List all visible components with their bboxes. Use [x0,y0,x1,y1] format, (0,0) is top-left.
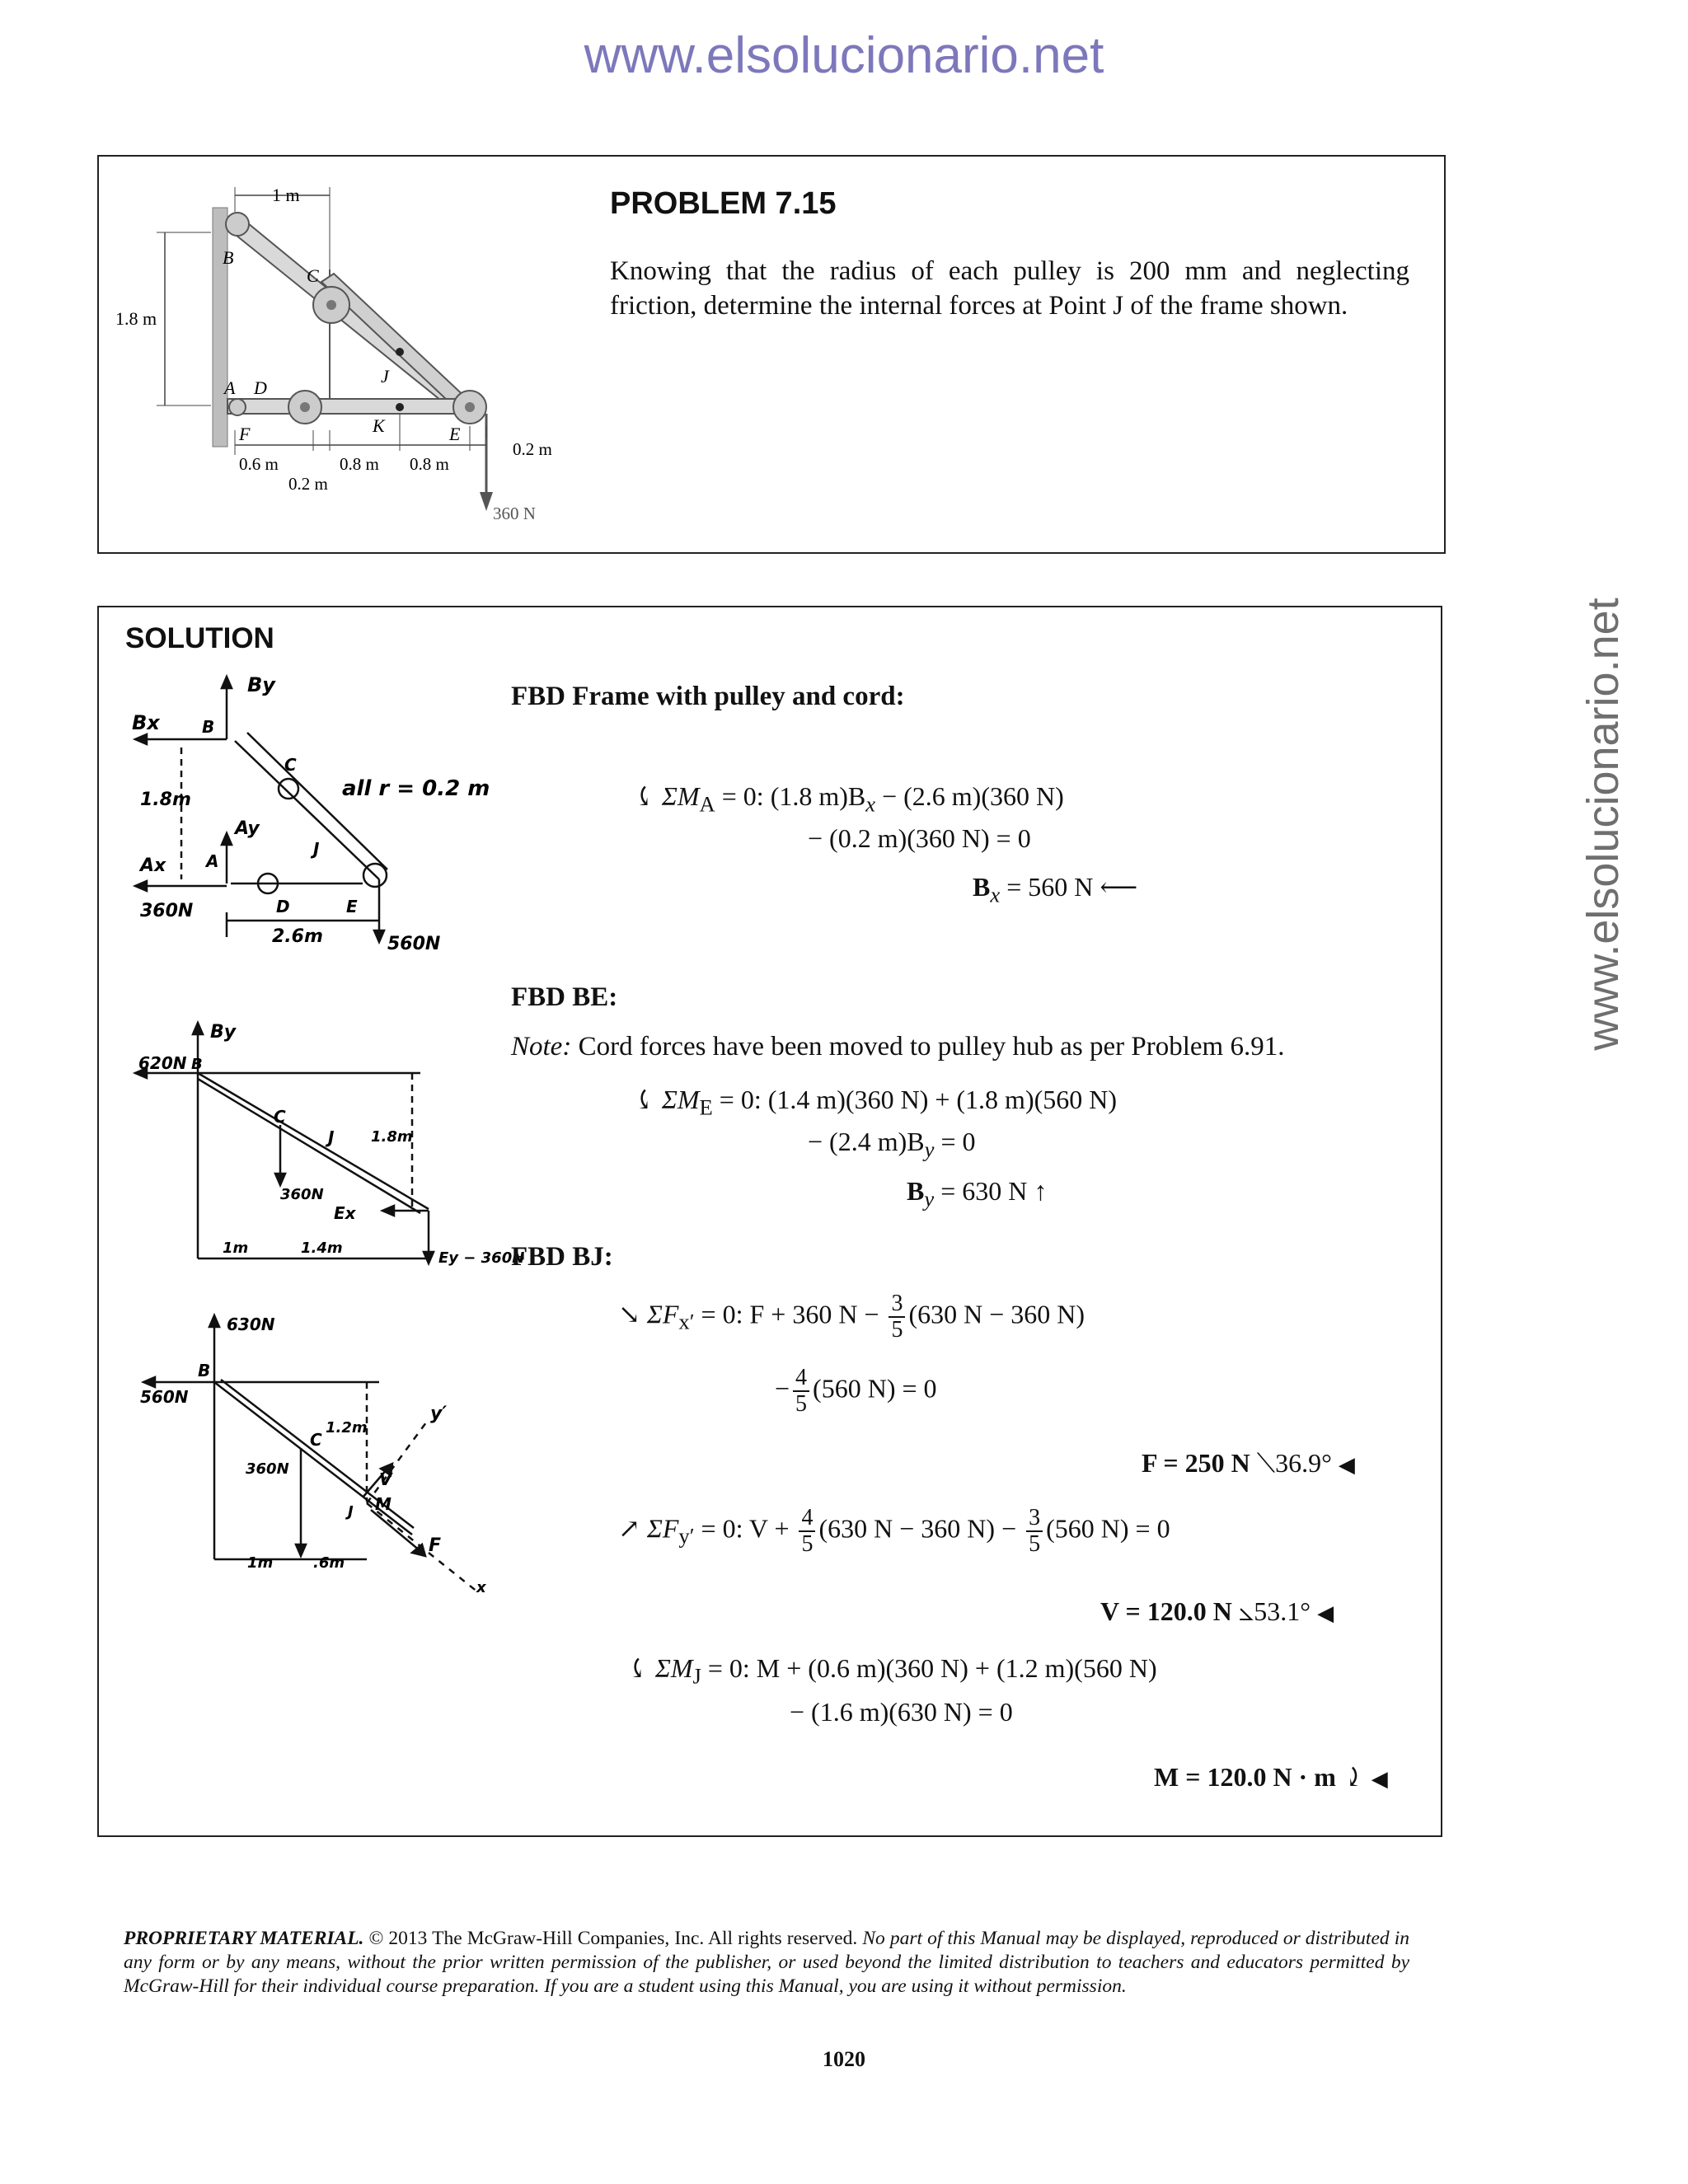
s2-Ex: Ex [334,1203,356,1223]
solution-title: SOLUTION [125,622,274,654]
s3-h: 1.2m [326,1419,368,1436]
eq-sub: x′ [678,1309,695,1334]
watermark-top: www.elsolucionario.net [584,27,1104,84]
fraction: $\frac{3}{5}$ [1026,1506,1043,1557]
s2-d1: 1m [223,1240,249,1257]
footer-lead: PROPRIETARY MATERIAL. [124,1928,364,1949]
result-value: = 630 N [940,1176,1028,1206]
label-top-dim: 1 m [272,185,300,205]
eq-line2-tail: = 0 [934,1127,976,1156]
eq-sub: J [692,1663,701,1689]
s2-Ey: Ey − 360N [438,1249,525,1267]
eq-mid: = 0: V + [701,1513,790,1544]
problem-statement: Knowing that the radius of each pulley is 200 mm and neglecting friction, determine the internal forces at Point J of the frame shown. [610,256,1409,321]
angle-icon: ⦣ [1238,1596,1254,1626]
footer-rest: No part of this Manual may be displayed, reproduced or distributed in any form or by any means, without the prior written permission of the publisher, or used beyond the limited distribution to teachers and educators permitted by McGraw-Hill for their individual course preparation. If you are a student using this Manual, you are using it without permission. [124,1928,1409,1997]
F-value: F = 250 N [1142,1448,1250,1478]
fbd1-eq1: ⤹ $\Sigma M_A = 0$: (1.8 $m)B_x - (2.6$ m)(360 N) [633,781,1064,817]
eq-line2: − (2.4 m)B [808,1127,925,1156]
fbd3-heading: FBD BJ: [511,1242,613,1272]
label-C: C [307,265,319,286]
page-number: 1020 [823,2047,865,2071]
arrow-down-right-icon: ↘ [618,1299,640,1329]
s1-Ay: Ay [235,818,260,839]
fbd2-eq [633,1084,1117,1120]
eq-sub: E [699,1094,713,1120]
eq-tail: (630 N − 360 N) − [818,1513,1017,1544]
moment-icon: ⤹ [633,781,655,811]
s1-B: B [202,717,215,737]
eq-sym: ΣM [654,1653,693,1683]
answer-marker-icon: ◀ [1317,1601,1334,1625]
label-d2: 0.2 m [288,474,328,494]
s2-J: J [328,1127,335,1147]
s1-f560: 560N [387,934,441,954]
M-value: M = 120.0 N · m [1154,1762,1336,1792]
s3-f560: 560N [140,1387,189,1407]
moment-icon: ⤹ [626,1653,649,1683]
s3-x: x [476,1579,486,1596]
problem-box [97,155,1446,554]
s3-F: F [429,1535,442,1556]
fbd2-note [511,1032,1284,1062]
V-angle: 53.1° [1254,1596,1311,1626]
s3-y: y′ [430,1404,448,1424]
s1-span: 2.6m [272,926,323,947]
s2-h: 1.8m [371,1128,413,1146]
fbd2-heading: FBD BE: [511,982,618,1012]
s3-B: B [198,1361,211,1380]
watermark-side: www.elsolucionario.net [1578,598,1628,1051]
label-F: F [239,424,251,444]
eq-sub: A [699,791,715,817]
eq-rhs: = 0: (1.4 m)(360 N) + (1.8 m)(560 N) [719,1085,1118,1114]
fbd-be-sketch [115,1019,525,1275]
s1-f360: 360N [140,901,194,921]
label-J: J [381,366,389,387]
fraction: $\frac{3}{5}$ [889,1291,905,1343]
label-d3: 0.8 m [340,454,379,474]
fraction: $\frac{4}{5}$ [799,1506,815,1557]
fbd3-M-result [1154,1761,1388,1793]
eq-sym: ΣM [661,1085,700,1114]
label-load: 360 N [493,504,536,523]
V-value: V = 120.0 N [1100,1596,1232,1626]
eq-rhs: = 0: M + (0.6 m)(360 N) + (1.2 m)(560 N) [707,1653,1157,1683]
eq-mid: = 0: F + 360 N − [701,1299,879,1329]
minus: − [775,1373,790,1404]
eq-sym: ΣF [646,1513,679,1544]
fbd1-eq1-line2: − (0.2 m)(360 N) = 0 [808,823,1031,853]
s1-A: A [206,851,219,871]
fbd2-eq-line2: − (2.4 $m)B_y = 0$ [808,1127,976,1162]
s2-B: B [191,1056,203,1073]
label-height-dim: 1.8 m [115,308,157,329]
s2-f360: 360N [280,1186,324,1203]
eq-tail: (560 N) = 0 [813,1373,937,1404]
eq-tail: (560 N) = 0 [1046,1513,1170,1544]
moment-icon: ⤹ [633,1085,655,1114]
eq-sym: ΣF [646,1299,679,1329]
s1-r: all r = 0.2 m [342,776,490,801]
moment-cw-icon: ⤸ [1342,1762,1365,1792]
angle-icon: ⟍ [1256,1448,1276,1478]
s1-J: J [313,839,320,859]
s3-M: M [375,1494,392,1514]
label-E: E [449,424,461,444]
fbd1-heading: FBD Frame with pulley and cord: [511,682,905,711]
fbd3-eq2 [618,1506,1170,1557]
result-value: = 560 N [1006,872,1094,902]
s2-f620: 620N [138,1053,187,1073]
s3-J: J [348,1503,354,1521]
s1-D: D [276,897,290,916]
s1-Ax: Ax [140,855,166,876]
s3-V: V [379,1469,392,1489]
s3-d2: .6m [313,1554,345,1572]
label-A: A [224,377,236,398]
eq-tail: (630 N − 360 N) [908,1299,1085,1329]
s2-d2: 1.4m [301,1240,343,1257]
s1-h: 1.8m [140,790,191,810]
problem-title: PROBLEM 7.15 [610,186,837,221]
s1-C: C [284,755,297,775]
fbd2-result: $B_y = 630$ N ↑ [907,1176,1048,1212]
s3-d1: 1m [247,1554,274,1572]
answer-marker-icon: ◀ [1371,1767,1388,1791]
frame-figure [115,166,610,546]
s3-C: C [310,1430,322,1450]
label-d1: 0.6 m [239,454,279,474]
s3-f360: 360N [246,1460,289,1478]
label-d5: 0.2 m [513,439,552,459]
fbd3-F-result [1142,1448,1355,1479]
label-d4: 0.8 m [410,454,449,474]
eq-sym: ΣM [661,781,700,811]
s1-E: E [346,897,358,916]
fbd3-eq1 [618,1291,1085,1343]
arrow-left-icon: ⟵ [1100,872,1138,902]
s2-C: C [274,1107,286,1127]
fbd3-eq3 [626,1652,1157,1689]
fraction: $\frac{4}{5}$ [793,1366,809,1417]
eq-tail: − (2.6 m)(360 N) [875,781,1064,811]
arrow-up-right-icon: ↗ [618,1513,640,1544]
solution-box [97,606,1442,1837]
footer-copyright [124,1927,1409,1999]
fbd3-eq1-line2 [775,1366,937,1417]
footer-copyright-text: © 2013 The McGraw-Hill Companies, Inc. All rights reserved. [363,1928,863,1949]
F-angle: 36.9° [1275,1448,1332,1478]
s1-By: By [247,673,275,696]
eq-sub: y′ [678,1523,695,1549]
eq-rhs: = 0: (1.8 m)B [721,781,866,811]
fbd-frame-sketch [115,673,503,970]
fbd1-result: $B_x = 560$ N ⟵ [973,872,1138,907]
arrow-up-icon: ↑ [1034,1176,1048,1206]
label-K: K [373,415,385,436]
s2-By: By [210,1022,237,1043]
note-label: Note: [511,1032,572,1062]
answer-marker-icon: ◀ [1338,1453,1355,1477]
fbd3-V-result [1100,1596,1334,1628]
s3-f630: 630N [227,1315,275,1334]
s1-Bx: Bx [132,711,160,734]
fbd3-eq3-line2: − (1.6 m)(630 N) = 0 [790,1697,1013,1727]
label-B: B [223,247,234,268]
label-D: D [254,377,267,398]
note-text: Cord forces have been moved to pulley hub as per Problem 6.91. [571,1032,1285,1062]
fbd-bj-sketch [115,1312,503,1601]
